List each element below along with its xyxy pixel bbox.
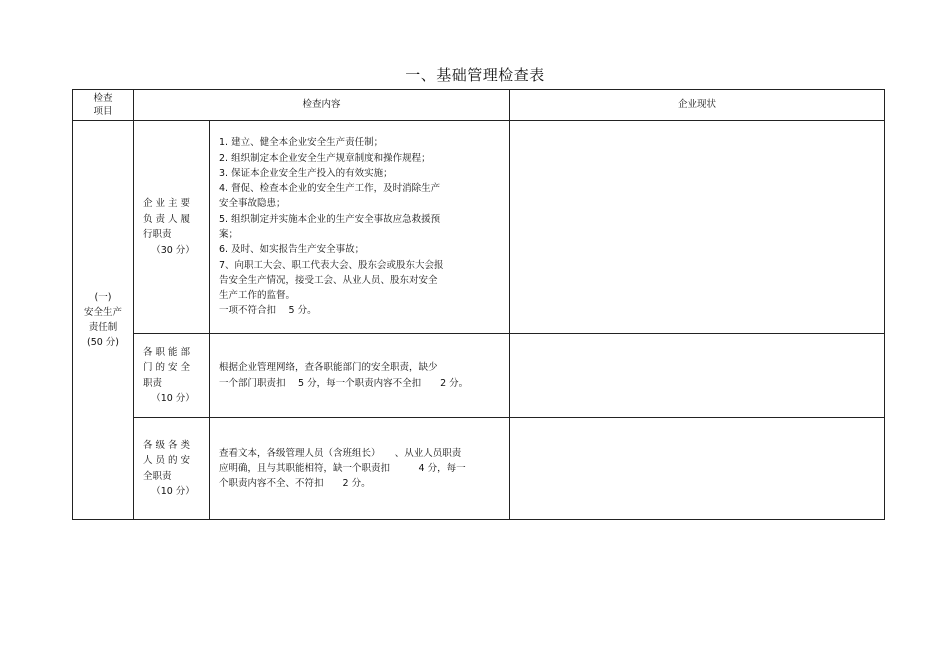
subitem-line: 职责 <box>143 377 163 389</box>
content-line: 1. 建立、健全本企业安全生产责任制； <box>219 137 384 149</box>
content-line: 一个部门职责扣 5 分，每一个职责内容不全扣 2 分。 <box>219 377 469 389</box>
content-cell <box>210 121 510 334</box>
subitem-line: 负 责 人 履 <box>143 213 191 225</box>
subitem-cell <box>134 334 210 418</box>
subitem-points: （10 分） <box>151 486 195 497</box>
table-row <box>73 418 885 520</box>
page-title: 一、基础管理检查表 <box>405 66 545 84</box>
header-row <box>73 90 885 121</box>
content-line: 5. 组织制定并实施本企业的生产安全事故应急救援预 <box>219 213 441 225</box>
header-check-item-line1: 检查 <box>93 93 113 104</box>
status-cell[interactable] <box>510 334 885 418</box>
header-check-item-line2: 项目 <box>93 106 113 117</box>
header-check-content: 检查内容 <box>134 90 510 121</box>
content-line: 根据企业管理网络，查各职能部门的安全职责，缺少 <box>219 362 438 374</box>
subitem-line: 全职责 <box>143 470 172 482</box>
content-line: 6. 及时、如实报告生产安全事故； <box>219 244 365 256</box>
subitem-line: 各 职 能 部 <box>143 346 191 358</box>
content-line: 告安全生产情况，接受工会、从业人员、股东对安全 <box>219 274 438 286</box>
subitem-line: 各 级 各 类 <box>143 439 191 451</box>
content-line: 一项不符合扣 5 分。 <box>219 305 317 317</box>
content-line: 2. 组织制定本企业安全生产规章制度和操作规程； <box>219 152 431 164</box>
status-cell[interactable] <box>510 121 885 334</box>
content-line: 7、向职工大会、职工代表大会、股东会或股东大会报 <box>219 259 444 271</box>
status-cell[interactable] <box>510 418 885 520</box>
group-name-line1: 安全生产 <box>83 307 122 318</box>
content-cell <box>210 418 510 520</box>
content-line: 应明确，且与其职能相符，缺一个职责扣 4 分，每一 <box>219 462 466 474</box>
content-line: 案； <box>219 229 239 240</box>
subitem-cell <box>134 121 210 334</box>
content-line: 个职责内容不全、不符扣 2 分。 <box>219 478 371 490</box>
group-cell <box>73 121 134 520</box>
subitem-line: 人 员 的 安 <box>143 455 191 466</box>
content-line: 安全事故隐患； <box>219 198 286 210</box>
inspection-table <box>72 89 885 520</box>
group-points: (50 分) <box>86 337 120 348</box>
table-row <box>73 334 885 418</box>
table-row <box>73 121 885 334</box>
subitem-points: （30 分） <box>151 244 195 256</box>
group-number: (一) <box>94 292 112 303</box>
subitem-line: 门 的 安 全 <box>143 362 191 373</box>
content-line: 生产工作的监督。 <box>219 290 296 302</box>
header-check-item <box>73 90 134 121</box>
subitem-line: 行职责 <box>143 229 172 240</box>
content-line: 查看文本，各级管理人员（含班组长） 、从业人员职责 <box>219 447 462 459</box>
content-cell <box>210 334 510 418</box>
header-company-status: 企业现状 <box>510 90 885 121</box>
subitem-points: （10 分） <box>151 393 195 404</box>
content-line: 3. 保证本企业安全生产投入的有效实施； <box>219 167 393 179</box>
subitem-cell <box>134 418 210 520</box>
subitem-line: 企 业 主 要 <box>143 198 191 209</box>
content-line: 4. 督促、检查本企业的安全生产工作，及时消除生产 <box>219 183 441 195</box>
group-name-line2: 责任制 <box>88 322 118 333</box>
